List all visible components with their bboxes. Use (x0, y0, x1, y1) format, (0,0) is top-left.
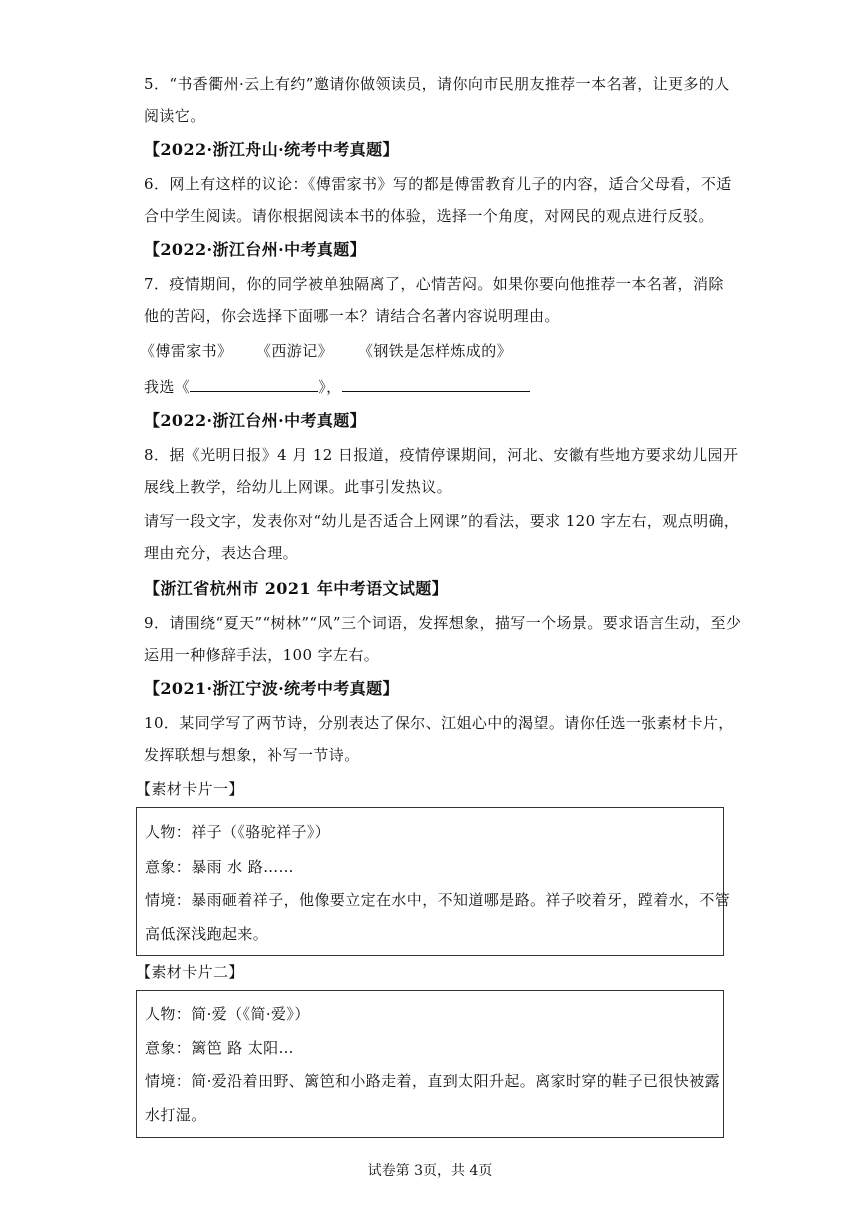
q7-line2: 他的苦闷，你会选择下面哪一本？请结合名著内容说明理由。 (144, 307, 560, 325)
material-card-1 (136, 807, 731, 956)
book-option: 《傅雷家书》 (140, 342, 233, 360)
card-scene-line1: 情境：简·爱沿着田野、篱笆和小路走着，直到太阳升起。离家时穿的鞋子已很快被露 (145, 1072, 720, 1090)
q7-line1: 7．疫情期间，你的同学被单独隔离了，心情苦闷。如果你要向他推荐一本名著，消除 (144, 275, 724, 293)
section-heading: 【浙江省杭州市 2021 年中考语文试题】 (144, 579, 449, 598)
q5-line1: 5．“书香衢州·云上有约”邀请你做领读员，请你向市民朋友推荐一本名著，让更多的人 (144, 75, 730, 93)
choose-prefix: 我选《 (144, 378, 191, 396)
q10-line1: 10．某同学写了两节诗，分别表达了保尔、江姐心中的渴望。请你任选一张素材卡片， (144, 714, 734, 732)
choose-mid: 》， (318, 378, 342, 396)
q9-line2: 运用一种修辞手法，100 字左右。 (144, 646, 380, 664)
q8-line2: 展线上教学，给幼儿上网课。此事引发热议。 (144, 478, 453, 496)
section-heading: 【2022·浙江舟山·统考中考真题】 (144, 140, 399, 159)
material-card-2 (136, 990, 724, 1138)
q5-line2: 阅读它。 (144, 107, 206, 125)
card-title: 【素材卡片一】 (136, 780, 244, 798)
card-imagery: 意象：篱笆 路 太阳… (145, 1039, 294, 1057)
q6-line1: 6．网上有这样的议论：《傅雷家书》写的都是傅雷教育儿子的内容，适合父母看，不适 (144, 175, 732, 193)
card-person: 人物：祥子（《骆驼祥子》） (145, 823, 331, 841)
reason-blank[interactable] (342, 375, 530, 392)
page-footer: 试卷第 3页，共 4页 (367, 1163, 493, 1179)
q8-line4: 理由充分，表达合理。 (144, 544, 299, 562)
card-scene-line2: 高低深浅跑起来。 (145, 925, 269, 943)
q8-line3: 请写一段文字，发表你对“幼儿是否适合上网课”的看法，要求 120 字左右，观点明确， (144, 512, 740, 530)
q8-line1: 8．据《光明日报》4 月 12 日报道，疫情停课期间，河北、安徽有些地方要求幼儿园开 (144, 446, 739, 464)
section-heading: 【2022·浙江台州·中考真题】 (144, 411, 367, 430)
section-heading: 【2022·浙江台州·中考真题】 (144, 240, 367, 259)
section-heading: 【2021·浙江宁波·统考中考真题】 (144, 679, 399, 698)
card-person: 人物：简·爱（《简·爱》） (145, 1005, 310, 1023)
book-option: 《西游记》 (256, 342, 334, 360)
card-imagery: 意象：暴雨 水 路…… (145, 858, 294, 876)
book-blank[interactable] (190, 375, 318, 392)
book-option: 《钢铁是怎样炼成的》 (358, 342, 513, 360)
q6-line2: 合中学生阅读。请你根据阅读本书的体验，选择一个角度，对网民的观点进行反驳。 (144, 207, 714, 225)
card-title: 【素材卡片二】 (136, 963, 244, 981)
q10-line2: 发挥联想与想象，补写一节诗。 (144, 746, 360, 764)
q9-line1: 9．请围绕“夏天”“树林”“风”三个词语，发挥想象，描写一个场景。要求语言生动，至少 (144, 614, 742, 632)
card-scene-line1: 情境：暴雨砸着祥子，他像要立定在水中，不知道哪是路。祥子咬着牙，蹚着水，不管 (145, 891, 731, 909)
card-scene-line2: 水打湿。 (145, 1106, 207, 1124)
answer-line (144, 375, 530, 397)
